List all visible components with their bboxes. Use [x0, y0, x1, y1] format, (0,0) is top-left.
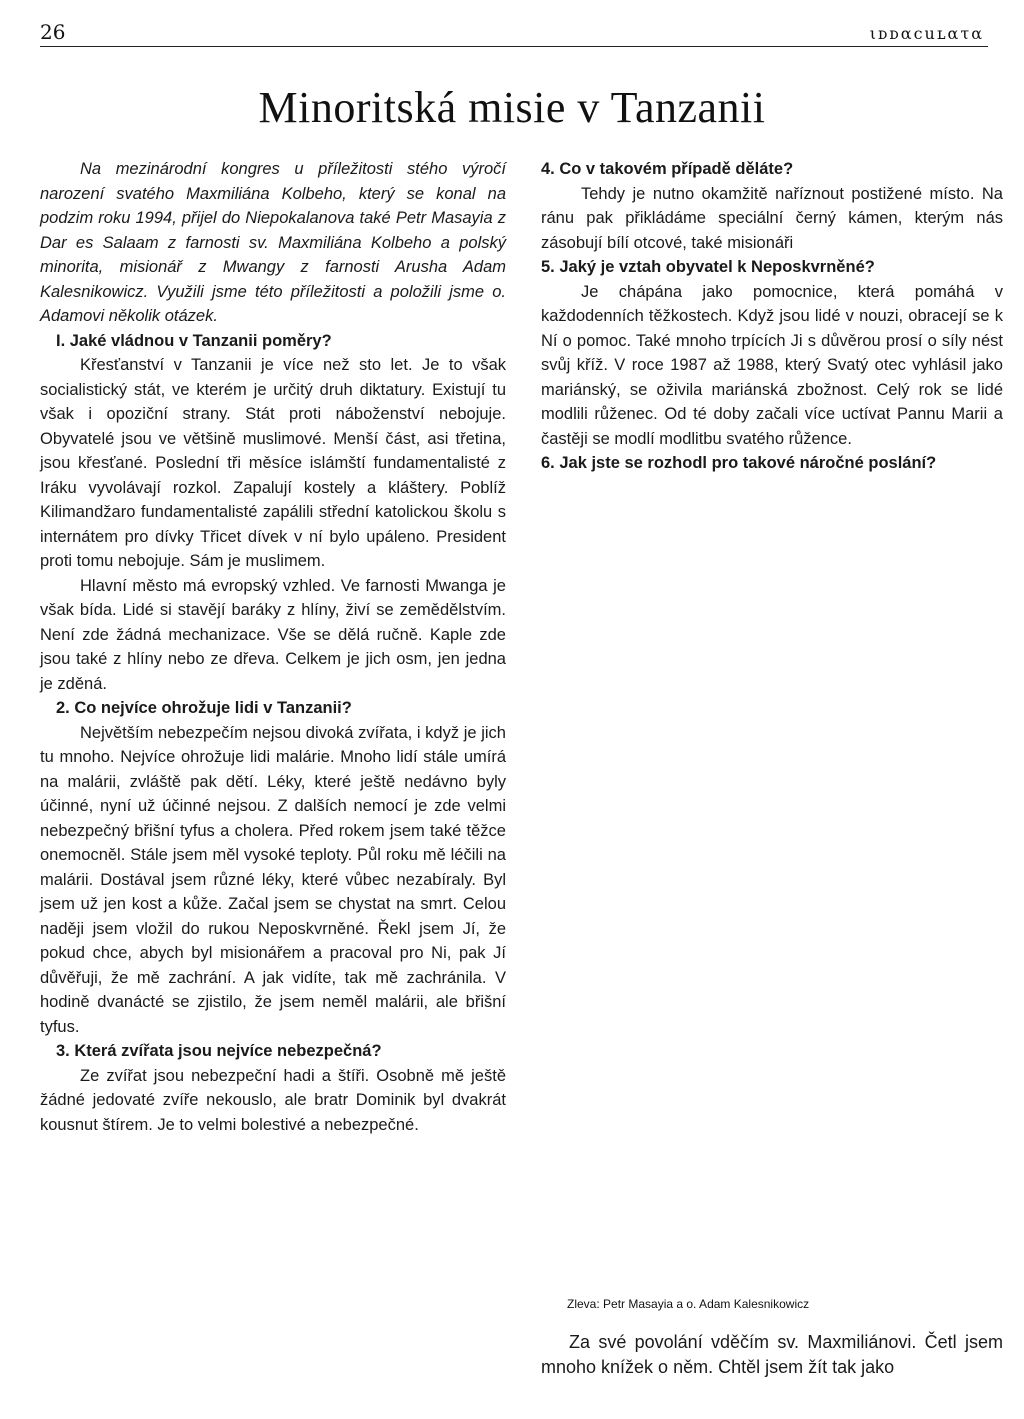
- left-column-flow: [40, 329, 506, 1138]
- right-column: [541, 157, 1003, 476]
- continued-paragraph: Za své povolání vděčím sv. Maxmiliánovi. Četl jsem mnoho knížek o něm. Chtěl jsem žít tak jako: [541, 1332, 1003, 1377]
- interview-answer: Tehdy je nutno okamžitě naříznout postižené místo. Na ránu pak přikládáme speciální černý kámen, kterým nás zásobují bílí otcové, také misionáři: [541, 184, 1003, 252]
- interview-question: I. Jaké vládnou v Tanzanii poměry?: [56, 331, 332, 350]
- right-column-flow: [541, 157, 1003, 476]
- interview-question: 2. Co nejvíce ohrožuje lidi v Tanzanii?: [56, 699, 352, 717]
- interview-question: 3. Která zvířata jsou nejvíce nebezpečná?: [56, 1042, 382, 1060]
- photo-caption: Zleva: Petr Masayia a o. Adam Kalesnikowicz: [567, 1297, 810, 1311]
- left-column: [40, 157, 506, 1137]
- interview-answer: Hlavní město má evropský vzhled. Ve farnosti Mwanga je však bída. Lidé si stavějí baráky z hlíny, živí se zemědělstvím. Není zde žádná mechanizace. Vše se dělá ručně. Kaple zde jsou také z hlíny nebo ze dřeva. Celkem je jich osm, jen jedna je zděná.: [40, 576, 506, 693]
- page-number: 26: [40, 20, 66, 44]
- interview-answer: Ze zvířat jsou nebezpeční hadi a štíři. Osobně mě ještě žádné jedovaté zvíře nekouslo, ale bratr Dominik byl dvakrát kousnut štírem. Je to velmi bolestivé a nebezpečné.: [40, 1066, 506, 1134]
- interview-question: 5. Jaký je vztah obyvatel k Neposkvrněné?: [541, 258, 875, 276]
- magazine-name: ιᴅᴅαcuʟατα: [869, 24, 984, 43]
- interview-answer: Křesťanství v Tanzanii je více než sto let. Je to však socialistický stát, ve kterém je určitý druh diktatury. Existují tu však i opoziční strany. Stát proti náboženství nebojuje. Obyvatelé jsou ve většině muslimové. Menší část, asi třetina, jsou křesťané. Poslední tři měsíce islámští fundamentalisté z Iráku vyvolávají rozkol. Zapalují kostely a kláštery. Poblíž Kilimandžaro fundamentalisté zapálili střední katolickou školu s internátem pro dívky Třicet dívek v ní bylo upáleno. President proti tomu nebojuje. Sám je muslimem.: [40, 356, 506, 570]
- interview-answer: Je chápána jako pomocnice, která pomáhá v každodenních těžkostech. Když jsou lidé v nouzi, obracejí se k Ní o pomoc. Také mnoho trpících Ji s důvěrou prosí o síly nést svůj kříž. V roce 1987 až 1988, který Svatý otec vyhlásil jako mariánský, se oživila mariánská zbožnost. Celý rok se lidé modlili růženec. Od té doby začali více uctívat Pannu Marii a častěji se modlí modlitbu svatého růžence.: [541, 282, 1003, 448]
- header-rule: [40, 46, 988, 47]
- interview-question: 4. Co v takovém případě děláte?: [541, 160, 794, 178]
- interview-answer: Největším nebezpečím nejsou divoká zvířata, i když je jich tu mnoho. Nejvíce ohrožuje lidi malárie. Mnoho lidí stále umírá na malárii, zvláště pak dětí. Léky, které ještě nedávno byly účinné, nyní už účinné nejsou. Z dalších nemocí je zde velmi nebezpečný břišní tyfus a cholera. Před rokem jsem také těžce onemocněl. Stále jsem měl vysoké teploty. Půl roku mě léčili na malárii. Dostával jsem různé léky, které vůbec nezabíraly. Byl jsem už jen kost a kůže. Začal jsem se chystat na smrt. Celou naději jsem vložil do rukou Neposkvrněné. Řekl jsem Jí, že pokud chce, abych byl misionářem a pracoval pro Ni, pak Jí důvěřuji, že mě zachrání. A jak vidíte, tak mě zachránila. V hodině dvanácté se zjistilo, že jsem neměl malárii, ale břišní tyfus.: [40, 723, 506, 1036]
- interview-question: 6. Jak jste se rozhodl pro takové náročné poslání?: [541, 454, 937, 472]
- article-title: Minoritská misie v Tanzanii: [258, 83, 766, 132]
- intro-paragraph: Na mezinárodní kongres u příležitosti stého výročí narození svatého Maxmiliána Kolbeho, který se konal na podzim roku 1994, přijel do Niepokalanova také Petr Masayia z Dar es Salaam z farnosti sv. Maxmiliána Kolbeho a polský minorita, misionář z Mwangy z farnosti Arusha Adam Kalesnikowicz. Využili jsme této příležitosti a položili jsme o. Adamovi několik otázek.: [40, 160, 506, 325]
- continued-text-block: [541, 1330, 1003, 1380]
